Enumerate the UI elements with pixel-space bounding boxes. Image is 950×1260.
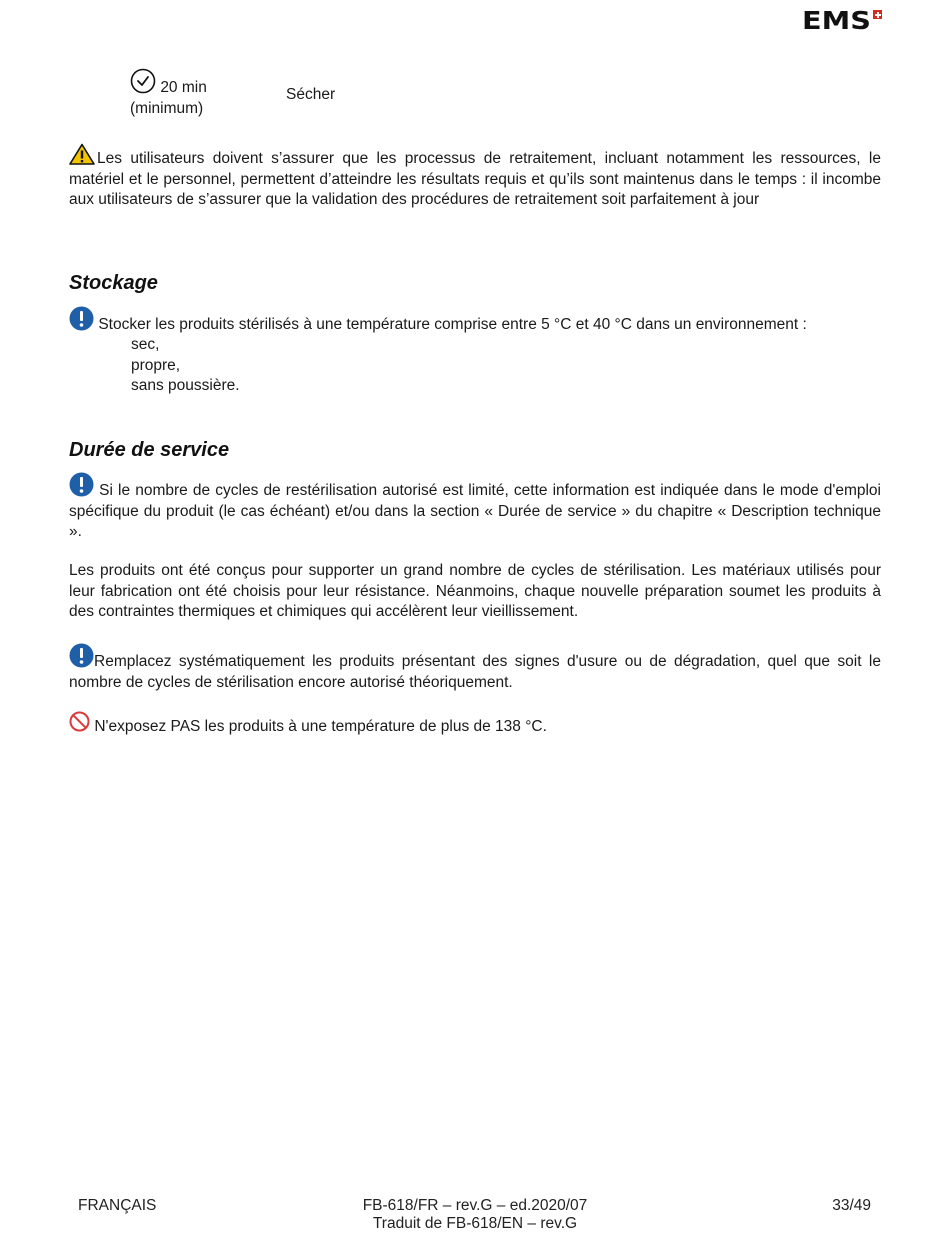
storage-condition-item: sans poussière. bbox=[131, 377, 240, 394]
storage-conditions bbox=[131, 335, 240, 397]
service-life-paragraph: Les produits ont été conçus pour supporter un grand nombre de cycles de stérilisation. Les matériaux utilisés pour leur fabrication ont été choisis pour leur résistance. Néanmoins, chaque nouvelle préparation soumet les produits à des contraintes thermiques et chimiques qui accélèrent leur vieillissement. bbox=[69, 562, 881, 620]
logo-text: EMS bbox=[802, 6, 871, 35]
storage-condition-item: propre, bbox=[131, 356, 181, 374]
swiss-cross-icon bbox=[873, 10, 882, 19]
prohibition-note bbox=[69, 711, 881, 738]
step-duration bbox=[130, 68, 250, 119]
info-icon bbox=[69, 306, 94, 331]
step-time-note: (minimum) bbox=[130, 99, 204, 117]
step-action: Sécher bbox=[286, 86, 336, 103]
step-time: 20 min bbox=[160, 79, 207, 96]
footer-page-number: 33/49 bbox=[832, 1197, 871, 1214]
storage-heading: Stockage bbox=[69, 272, 158, 294]
service-life-note-2-text: Remplacez systématiquement les produits présentant des signes d'usure ou de dégradation, quel que soit le nombre de cycles de stérilisation encore autorisé théoriquement. bbox=[69, 653, 881, 691]
warning-text: Les utilisateurs doivent s’assurer que les processus de retraitement, incluant notamment les ressources, le matériel et le personnel, permettent d’atteindre les résultats requis et qu’ils sont maintenus dans le temps : il incombe aux utilisateurs de s’assurer que la validation des procédures de retraitement soit parfaitement à jour bbox=[69, 150, 881, 208]
storage-intro: Stocker les produits stérilisés à une température comprise entre 5 °C et 40 °C dans un environnement : bbox=[98, 316, 807, 333]
footer-doc-ref-line: FB-618/FR – rev.G – ed.2020/07 bbox=[362, 1197, 588, 1214]
warning-icon bbox=[69, 143, 95, 165]
service-life-note-2 bbox=[69, 643, 881, 693]
service-life-heading: Durée de service bbox=[69, 439, 230, 461]
service-life-note-1 bbox=[69, 472, 881, 543]
service-life-note-1-text: Si le nombre de cycles de restérilisation autorisé est limité, cette information est indiquée dans le mode d'emploi spécifique du produit (le cas échéant) et/ou dans la section « Durée de service » du chapitre « Description technique ». bbox=[69, 482, 881, 540]
prohibited-icon bbox=[69, 711, 90, 732]
footer-doc-ref bbox=[300, 1197, 650, 1233]
storage-condition-item: sec, bbox=[131, 336, 160, 353]
footer-translated-line: Traduit de FB-618/EN – rev.G bbox=[372, 1215, 578, 1232]
warning-paragraph bbox=[69, 143, 881, 211]
clock-icon bbox=[130, 68, 156, 94]
info-icon bbox=[69, 472, 94, 497]
footer-language: FRANÇAIS bbox=[78, 1197, 157, 1214]
storage-info bbox=[69, 306, 881, 336]
ems-logo bbox=[802, 6, 882, 35]
info-icon bbox=[69, 643, 94, 668]
prohibition-text: N'exposez PAS les produits à une température de plus de 138 °C. bbox=[94, 718, 547, 735]
